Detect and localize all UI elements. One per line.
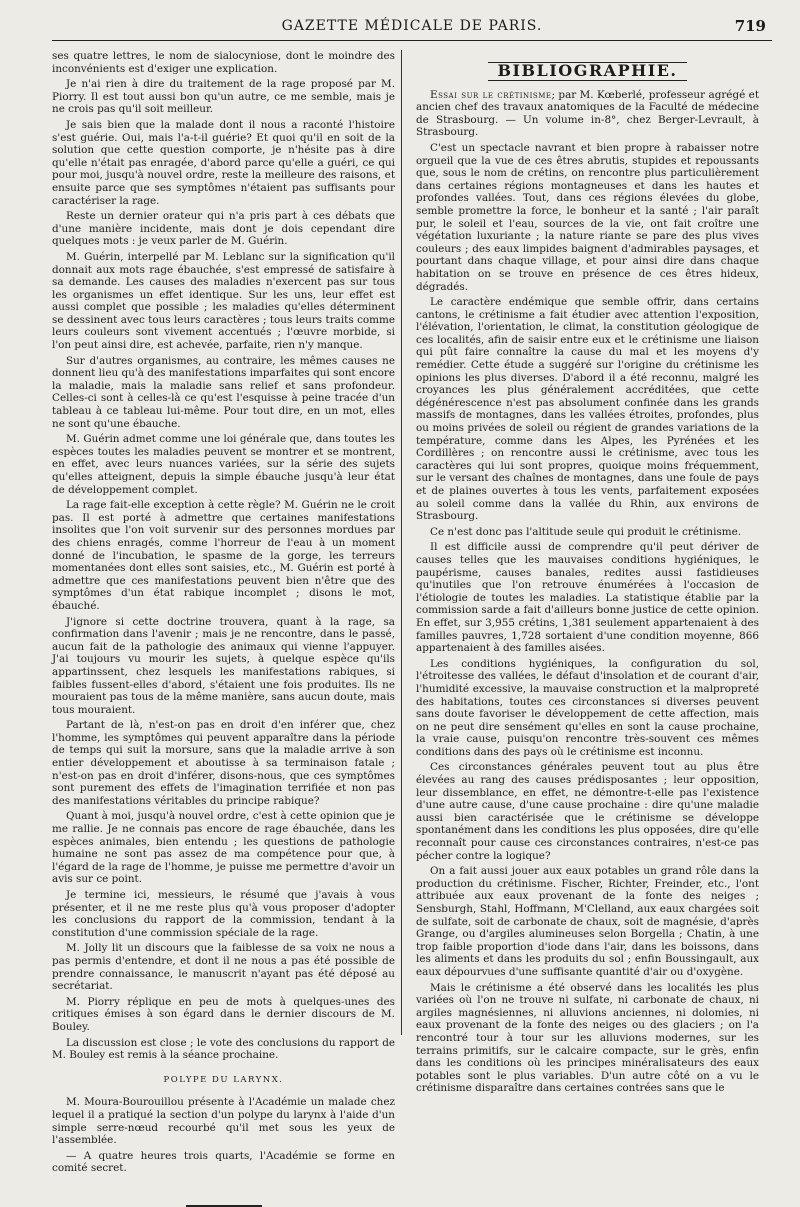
paragraph: M. Piorry réplique en peu de mots à quelques-unes des critiques émises à son égard dans le dernier discours de M. Bouley.	[52, 995, 395, 1033]
section-title-bibliographie	[416, 62, 759, 81]
paragraph: Le caractère endémique que semble offrir, dans certains cantons, le crétinisme a fait étudier avec attention l'exposition, l'élévation, l'orientation, le climat, la constitution géologique de ces localités, afin de saisir entre eux et le crétinisme une liaison qui pût faire connaître la cause du mal et les moyens d'y remédier. Cette étude a suggéré sur l'origine du crétinisme les opinions les plus diverses. D'abord il a été reconnu, malgré les croyances les plus généralement accréditées, que cette dégénérescence n'est pas absolument confinée dans les grands massifs de montagnes, dans les vallées étroites, profondes, plus ou moins privées de soleil ou régient de grandes variations de la température, comme dans les Alpes, les Pyrénées et les Cordillères ; on rencontre aussi le crétinisme, avec tous les caractères qui lui sont propres, quoique moins fréquemment, sur le versant des chaînes de montagnes, dans une foule de pays et de plaines ouvertes à tous les vents, parfaitement exposées au soleil comme dans la vallée du Rhin, aux environs de Strasbourg.	[416, 296, 759, 523]
book-reference	[416, 89, 759, 139]
paragraph: Sur d'autres organismes, au contraire, les mêmes causes ne donnent lieu qu'à des manifestations imparfaites qui sont encore la maladie, mais la maladie sans relief et sans profondeur. Celles-ci sont à celles-là ce qu'est l'esquisse à peine tracée d'un tableau à ce tableau lui-même. Pour tout dire, en un mot, elles ne sont qu'une ébauche.	[52, 354, 395, 430]
book-details: ; par M. Kœberlé, professeur agrégé et ancien chef des travaux anatomiques de la Faculté de médecine de Strasbourg. — Un volume in-8°, chez Berger-Levrault, à Strasbourg.	[416, 88, 760, 139]
paragraph: Reste un dernier orateur qui n'a pris part à ces débats que d'une manière incidente, mais dont je dois cependant dire quelques mots : je veux parler de M. Guérin.	[52, 210, 395, 248]
right-column	[416, 50, 760, 1095]
journal-title: GAZETTE MÉDICALE DE PARIS.	[281, 18, 543, 34]
paragraph: Mais le crétinisme a été observé dans les localités les plus variées où l'on ne trouve ni sulfate, ni carbonate de chaux, ni argiles magnésiennes, ni alluvions anciennes, ni dolomies, ni eaux provenant de la fonte des neiges ou des glaciers ; on l'a rencontré tour à tour sur les alluvions modernes, sur les terrains primitifs, sur le calcaire compacte, sur le grès, enfin dans les conditions où les principes minéralisateurs des eaux potables sont le plus variables. D'un autre côté on a vu le crétinisme disparaître dans certaines contrées sans que le	[416, 981, 759, 1095]
section-title-polype: POLYPE DU LARYNX.	[163, 1074, 284, 1085]
paragraph: M. Guérin admet comme une loi générale que, dans toutes les espèces toutes les maladies peuvent se montrer et se montrent, en effet, avec leurs nuances variées, sur la série des sujets qu'elles atteignent, depuis la simple ébauche jusqu'à leur état de développement complet.	[52, 433, 395, 496]
paragraph: Ce n'est donc pas l'altitude seule qui produit le crétinisme.	[430, 525, 742, 538]
running-header	[52, 14, 772, 41]
page-number: 719	[734, 17, 766, 35]
paragraph: Il est difficile aussi de comprendre qu'il peut dériver de causes telles que les mauvaises conditions hygiéniques, le paupérisme, causes banales, redites aussi fastidieuses qu'inutiles que l'on retrouve énumérées à l'occasion de l'étiologie de toutes les maladies. La statistique établie par la commission sarde a fait d'ailleurs bonne justice de cette opinion. En effet, sur 3,955 crétins, 1,381 seulement appartenaient à des familles pauvres, 1,728 sortaient d'une condition moyenne, 866 appartenaient à des familles aisées.	[416, 541, 759, 655]
paragraph: Partant de là, n'est-on pas en droit d'en inférer que, chez l'homme, les symptômes qui peuvent apparaître dans la période de temps qui suit la morsure, sans que la maladie arrive à son entier développement et aboutisse à sa terminaison fatale ; n'est-on pas en droit d'inférer, disons-nous, que ces symptômes sont purement des effets de l'imagination terrifiée et non pas des manifestations véritables du principe rabique?	[52, 719, 395, 807]
left-column	[52, 50, 395, 1175]
paragraph: Je sais bien que la malade dont il nous a raconté l'histoire s'est guérie. Oui, mais l'a-t-il guérie? Et quoi qu'il en soit de la solution que cette question comporte, je n'hésite pas à dire qu'elle n'était pas enragée, d'abord parce qu'elle a guéri, ce qui pour moi, jusqu'à nouvel ordre, reste la meilleure des raisons, et ensuite parce que ses symptômes n'étaient pas suffisants pour caractériser la rage.	[52, 118, 395, 207]
paragraph: ses quatre lettres, le nom de sialocyniose, dont le moindre des inconvénients est d'exiger une explication.	[52, 50, 395, 75]
paragraph: M. Jolly lit un discours que la faiblesse de sa voix ne nous a pas permis d'entendre, et dont il ne nous a pas été possible de prendre connaissance, le manuscrit n'ayant pas été déposé au secrétariat.	[52, 942, 395, 993]
paragraph: La discussion est close ; le vote des conclusions du rapport de M. Bouley est remis à la séance prochaine.	[52, 1036, 395, 1062]
paragraph: — A quatre heures trois quarts, l'Académie se forme en comité secret.	[52, 1149, 395, 1175]
column-divider	[401, 50, 402, 1035]
paragraph: Je n'ai rien à dire du traitement de la rage proposé par M. Piorry. Il est tout aussi bon qu'un autre, ce me semble, mais je ne crois pas qu'il soit meilleur.	[52, 78, 395, 116]
paragraph: Je termine ici, messieurs, le résumé que j'avais à vous présenter, et il ne me reste plus qu'à vous proposer d'adopter les conclusions du rapport de la commission, tendant à la constitution d'une commission spéciale de la rage.	[52, 889, 395, 939]
paragraph: J'ignore si cette doctrine trouvera, quant à la rage, sa confirmation dans l'avenir ; mais je ne rencontre, dans le passé, aucun fait de la pathologie des animaux qui vienne l'appuyer. J'ai toujours vu mourir les sujets, à quelque espèce qu'ils appartinssent, chez lesquels les manifestations rabiques, si faibles fussent-elles d'abord, s'étaient une fois produites. Ils ne mouraient pas tous de la même manière, sans aucun doute, mais tous mouraient.	[52, 615, 395, 716]
paragraph: Ces circonstances générales peuvent tout au plus être élevées au rang des causes prédisposantes ; leur opposition, leur dissemblance, en effet, ne démontre-t-elle pas l'existence d'une autre cause, d'une cause prochaine : dire qu'une maladie aussi bien caractérisée que le crétinisme se développe spontanément dans les conditions les plus opposées, dire qu'elle reconnaît pour cause ces circonstances contraires, n'est-ce pas pécher contre la logique?	[416, 761, 759, 862]
paragraph: La rage fait-elle exception à cette règle? M. Guérin ne le croit pas. Il est porté à admettre que certaines manifestations insolites que l'on voit survenir sur des personnes mordues par des chiens enragés, comme l'horreur de l'eau à un moment donné de l'incubation, le spasme de la gorge, les terreurs momentanées dont elles sont saisies, etc., M. Guérin est porté à admettre que ces manifestations peuvent bien n'être que des symptômes d'un état rabique incomplet ; disons le mot, ébauché.	[52, 499, 395, 612]
paragraph: Quant à moi, jusqu'à nouvel ordre, c'est à cette opinion que je me rallie. Je ne connais pas encore de rage ébauchée, dans les espèces animales, bien entendu ; les questions de pathologie humaine ne sont pas assez de ma compétence pour que, à l'égard de la rage de l'homme, je puisse me permettre d'avoir un avis sur ce point.	[52, 810, 395, 886]
bibliographie-heading: BIBLIOGRAPHIE.	[488, 62, 688, 81]
book-title: Essai sur le crétinisme	[430, 88, 552, 101]
paragraph: M. Moura-Bourouillou présente à l'Académie un malade chez lequel il a pratiqué la section d'un polype du larynx à l'aide d'un simple serre-nœud recourbé qu'il met sous les yeux de l'assemblée.	[52, 1096, 395, 1147]
paragraph: C'est un spectacle navrant et bien propre à rabaisser notre orgueil que la vue de ces êtres abrutis, stupides et repoussants que, sous le nom de crétins, on rencontre plus particulièrement dans certaines régions montagneuses et dans les hautes et profondes vallées. Tout, dans ces régions élevées du globe, semble promettre la force, le bonheur et la santé ; l'air paraît pur, le soleil et l'eau, sources de la vie, ont fait croître une végétation luxuriante ; la nature riante se pare des plus vives couleurs ; des eaux limpides baignent d'admirables paysages, et pourtant dans chaque village, et pour ainsi dire dans chaque habitation on se trouve en présence de ces êtres hideux, dégradés.	[416, 141, 759, 293]
paragraph: Les conditions hygiéniques, la configuration du sol, l'étroitesse des vallées, le défaut d'insolation et de courant d'air, l'humidité excessive, la mauvaise construction et la malpropreté des habitations, toutes ces circonstances si diverses peuvent sans doute favoriser le développement de cette affection, mais on ne peut dire sensément qu'elles en sont la cause prochaine, la vraie cause, puisqu'on rencontre très-souvent ces mêmes conditions dans des pays où le crétinisme est inconnu.	[416, 657, 759, 758]
paragraph: On a fait aussi jouer aux eaux potables un grand rôle dans la production du crétinisme. Fischer, Richter, Freinder, etc., l'ont attribuée aux eaux provenant de la fonte des neiges ; Sensburgh, Stahl, Hoffmann, M'Clelland, aux eaux chargées soit de sulfate, soit de carbonate de chaux, soit de magnésie, d'après Grange, ou d'argiles alumineuses selon Borgella ; Chatin, à une trop faible proportion d'iode dans l'air, dans les boissons, dans les aliments et dans les produits du sol ; enfin Boussingault, aux eaux dépourvues d'une suffisante quantité d'air ou d'oxygène.	[416, 865, 759, 978]
paragraph: M. Guérin, interpellé par M. Leblanc sur la signification qu'il donnait aux mots rage ébauchée, s'est empressé de satisfaire à sa demande. Les causes des maladies n'exercent pas sur tous les organismes un effet identique. Sur les uns, leur effet est aussi complet que possible ; les maladies qu'elles déterminent se dessinent avec tous leurs caractères ; tous leurs traits comme leurs couleurs sont vivement accentués ; l'œuvre morbide, si l'on peut ainsi dire, est achevée, parfaite, rien n'y manque.	[52, 250, 395, 352]
